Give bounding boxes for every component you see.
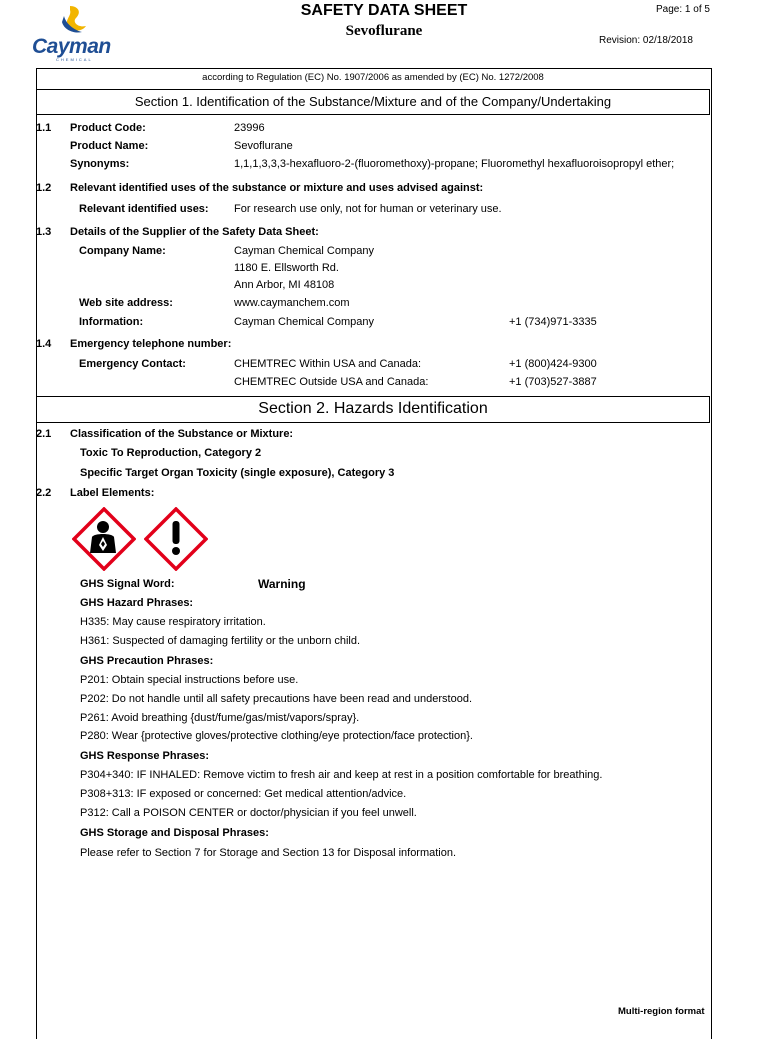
info-label: Information: [79, 316, 144, 328]
info-phone: +1 (734)971-3335 [509, 316, 597, 328]
logo-wordmark: Cayman [32, 35, 111, 58]
section-1-title: Section 1. Identification of the Substance/Mixture and of the Company/Undertaking [134, 94, 612, 109]
section-number: 1.4 [36, 338, 52, 350]
section-2-title: Section 2. Hazards Identification [258, 400, 488, 417]
precaution-phrase: P202: Do not handle until all safety precautions have been read and understood. [80, 693, 472, 705]
section-number: 1.1 [36, 122, 52, 134]
storage-phrases-heading: GHS Storage and Disposal Phrases: [80, 827, 269, 839]
logo-subtitle: CHEMICAL [56, 57, 93, 62]
section-2-header [36, 396, 710, 423]
response-phrase: P312: Call a POISON CENTER or doctor/physician if you feel unwell. [80, 807, 417, 819]
emergency-phone-1: +1 (800)424-9300 [509, 358, 597, 370]
synonyms-label: Synonyms: [70, 158, 130, 170]
response-phrases-heading: GHS Response Phrases: [80, 750, 209, 762]
uses-label: Relevant identified uses: [79, 203, 209, 215]
document-title: SAFETY DATA SHEET [300, 2, 468, 19]
uses-heading: Relevant identified uses of the substance or mixture and uses advised against: [70, 182, 484, 194]
product-name-value: Sevoflurane [234, 140, 293, 152]
section-number: 1.2 [36, 182, 52, 194]
synonyms-value: 1,1,1,3,3,3-hexafluoro-2-(fluoromethoxy)-propane; Fluoromethyl hexafluoroisopropyl ether; [234, 158, 675, 170]
hazard-phrase: H361: Suspected of damaging fertility or the unborn child. [80, 635, 361, 647]
footer-format: Multi-region format [618, 1006, 705, 1017]
hazard-phrase: H335: May cause respiratory irritation. [80, 616, 266, 628]
page-number: Page: 1 of 5 [656, 4, 710, 15]
supplier-heading: Details of the Supplier of the Safety Data Sheet: [70, 226, 319, 238]
signal-word-value: Warning [258, 577, 306, 591]
emergency-heading: Emergency telephone number: [70, 338, 232, 350]
section-number: 2.2 [36, 487, 52, 499]
web-label: Web site address: [79, 297, 173, 309]
emergency-contact-1: CHEMTREC Within USA and Canada: [234, 358, 422, 370]
address-line-1: 1180 E. Ellsworth Rd. [234, 262, 339, 274]
precaution-phrase: P261: Avoid breathing {dust/fume/gas/mist/vapors/spray}. [80, 712, 360, 724]
revision-date: Revision: 02/18/2018 [599, 35, 693, 46]
company-value: Cayman Chemical Company [234, 245, 374, 257]
classification-item: Specific Target Organ Toxicity (single exposure), Category 3 [80, 467, 395, 479]
section-number: 1.3 [36, 226, 52, 238]
emergency-label: Emergency Contact: [79, 358, 186, 370]
response-phrase: P308+313: IF exposed or concerned: Get medical attention/advice. [80, 788, 407, 800]
signal-word-label: GHS Signal Word: [80, 578, 175, 590]
product-title: Sevoflurane [345, 23, 423, 39]
product-code-label: Product Code: [70, 122, 146, 134]
response-phrase: P304+340: IF INHALED: Remove victim to fresh air and keep at rest in a position comfortable for breathing. [80, 769, 603, 781]
info-value: Cayman Chemical Company [234, 316, 374, 328]
hazard-phrases-heading: GHS Hazard Phrases: [80, 597, 194, 609]
web-link[interactable]: www.caymanchem.com [234, 297, 350, 309]
precaution-phrase: P280: Wear {protective gloves/protective clothing/eye protection/face protection}. [80, 730, 473, 742]
regulation-note: according to Regulation (EC) No. 1907/2006 as amended by (EC) No. 1272/2008 [202, 72, 544, 83]
section-number: 2.1 [36, 428, 52, 440]
product-code-value: 23996 [234, 122, 265, 134]
emergency-phone-2: +1 (703)527-3887 [509, 376, 597, 388]
section-1-header [36, 89, 710, 115]
label-elements-heading: Label Elements: [70, 487, 155, 499]
product-name-label: Product Name: [70, 140, 149, 152]
precaution-phrases-heading: GHS Precaution Phrases: [80, 655, 214, 667]
classification-item: Toxic To Reproduction, Category 2 [80, 447, 262, 459]
precaution-phrase: P201: Obtain special instructions before use. [80, 674, 299, 686]
health-hazard-pictogram-icon [72, 507, 136, 571]
storage-phrase: Please refer to Section 7 for Storage and Section 13 for Disposal information. [80, 847, 457, 859]
classification-heading: Classification of the Substance or Mixture: [70, 428, 294, 440]
company-label: Company Name: [79, 245, 166, 257]
emergency-contact-2: CHEMTREC Outside USA and Canada: [234, 376, 429, 388]
address-line-2: Ann Arbor, MI 48108 [234, 279, 335, 291]
exclamation-mark-pictogram-icon [144, 507, 208, 571]
uses-value: For research use only, not for human or veterinary use. [234, 203, 502, 215]
